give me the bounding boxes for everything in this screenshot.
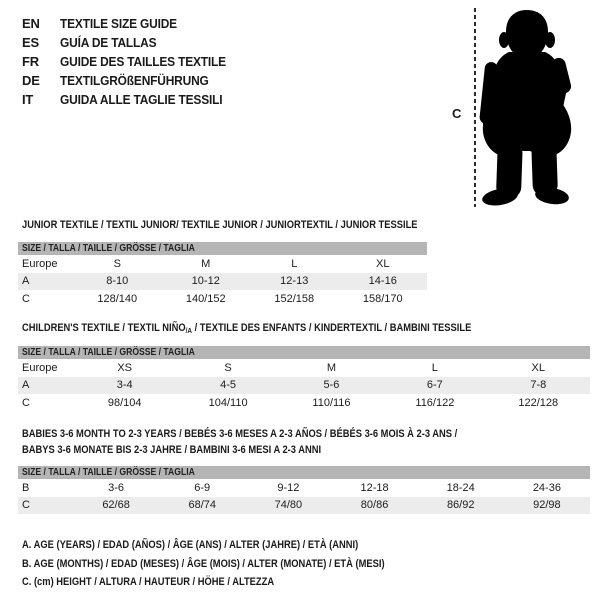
- language-label: GUÍA DE TALLAS: [60, 35, 157, 50]
- babies-title-line1: BABIES 3-6 MONTH TO 2-3 YEARS / BEBÉS 3-6 MESES A 2-3 AÑOS / BÉBÉS 3-6 MOIS À 2-3 ANS /: [22, 428, 458, 440]
- language-label: TEXTILE SIZE GUIDE: [60, 16, 177, 31]
- footnote-b-text: B. AGE (MONTHS) / EDAD (MESES) / ÂGE (MOIS) / ALTER (MONATE) / ETÀ (MESI): [22, 557, 385, 570]
- size-cell: 6-9: [194, 481, 211, 494]
- size-cell: 4-5: [176, 377, 279, 395]
- size-cell: 9-12: [277, 481, 300, 494]
- size-cell: 5-6: [280, 377, 383, 395]
- language-code: EN: [22, 16, 40, 31]
- row-label-cell: B: [22, 481, 30, 494]
- table-row: [18, 479, 590, 497]
- footnote-a: [22, 536, 449, 555]
- size-cell: 8-10: [73, 273, 162, 291]
- footnote-b: [22, 555, 449, 574]
- language-row: [22, 14, 240, 33]
- language-label: TEXTILGRÖßENFÜHRUNG: [60, 73, 209, 88]
- table-row: [18, 497, 590, 515]
- children-title-prefix: CHILDREN'S TEXTILE / TEXTIL NIÑO: [22, 322, 186, 334]
- size-cell: 92/98: [504, 497, 590, 515]
- size-cell: 110/116: [312, 396, 351, 409]
- table-row: [18, 394, 590, 412]
- row-label-cell: C: [22, 292, 30, 305]
- size-cell: 68/74: [159, 497, 245, 515]
- children-size-table: [18, 346, 590, 412]
- footnotes: [22, 536, 449, 592]
- row-label-cell: Europe: [22, 361, 58, 374]
- size-cell: 116/122: [415, 396, 455, 409]
- table-row: [18, 377, 590, 395]
- size-cell: XL: [531, 361, 546, 374]
- size-header-text: SIZE / TALLA / TAILLE / GRÖSSE / TAGLIA: [22, 242, 195, 254]
- footnote-c: [22, 573, 449, 592]
- size-cell: L: [291, 257, 298, 270]
- size-cell: 62/68: [73, 497, 159, 515]
- junior-table: [18, 255, 427, 308]
- size-cell: 6-7: [383, 377, 486, 395]
- size-cell: 80/86: [331, 497, 417, 515]
- junior-table-title: [22, 217, 487, 233]
- language-row: [22, 90, 240, 109]
- children-table-title: [22, 320, 551, 339]
- size-cell: M: [201, 257, 211, 270]
- language-code: ES: [22, 35, 39, 50]
- size-cell: 3-6: [108, 481, 125, 494]
- size-cell: 128/140: [97, 292, 138, 305]
- size-cell: L: [431, 361, 438, 374]
- table-row: [18, 290, 427, 308]
- babies-table: [18, 479, 590, 514]
- size-cell: 18-24: [446, 481, 475, 494]
- size-cell: M: [326, 361, 337, 374]
- table-row: [18, 273, 427, 291]
- size-cell: 12-18: [360, 481, 389, 494]
- size-cell: S: [113, 257, 121, 270]
- size-cell: 152/158: [274, 292, 315, 305]
- language-code: IT: [22, 92, 34, 107]
- size-cell: 14-16: [339, 273, 428, 291]
- size-cell: 158/170: [362, 292, 403, 305]
- size-header-text: SIZE / TALLA / TAILLE / GRÖSSE / TAGLIA: [22, 466, 195, 478]
- row-label-cell: Europe: [22, 257, 58, 270]
- size-header-bar: [18, 346, 590, 359]
- language-row: [22, 71, 240, 90]
- size-header-bar: [18, 466, 590, 479]
- size-cell: S: [224, 361, 232, 374]
- size-header-bar: [18, 242, 427, 255]
- size-cell: 12-13: [250, 273, 339, 291]
- row-label-cell: C: [22, 396, 30, 409]
- junior-size-table: [18, 242, 427, 308]
- size-cell: 104/110: [208, 396, 248, 409]
- babies-table-title: [22, 426, 534, 458]
- children-title-suffix: / TEXTILE DES ENFANTS / KINDERTEXTIL / BAMBINI TESSILE: [191, 322, 472, 334]
- row-label-cell: C: [18, 497, 73, 515]
- language-list: [22, 14, 240, 109]
- language-row: [22, 33, 240, 52]
- language-code: DE: [22, 73, 40, 88]
- table-row: [18, 255, 427, 273]
- row-label-cell: A: [18, 273, 73, 291]
- language-row: [22, 52, 240, 71]
- size-cell: XL: [376, 257, 390, 270]
- footnote-a-text: A. AGE (YEARS) / EDAD (AÑOS) / ÂGE (ANS) / ALTER (JAHRE) / ETÀ (ANNI): [22, 539, 359, 552]
- row-label-cell: A: [18, 377, 73, 395]
- junior-table-title-text: JUNIOR TEXTILE / TEXTIL JUNIOR/ TEXTILE JUNIOR / JUNIORTEXTIL / JUNIOR TESSILE: [22, 219, 418, 231]
- size-cell: XS: [117, 361, 133, 374]
- size-cell: 10-12: [162, 273, 251, 291]
- babies-size-table: [18, 466, 590, 514]
- toddler-silhouette: [479, 6, 575, 208]
- size-cell: 98/104: [107, 396, 142, 409]
- babies-title-line2: BABYS 3-6 MONATE BIS 2-3 JAHRE / BAMBINI 3-6 MESI A 2-3 ANNI: [22, 444, 322, 456]
- size-cell: 24-36: [532, 481, 561, 494]
- children-table-title-text: [22, 320, 471, 339]
- size-cell: 86/92: [418, 497, 504, 515]
- size-cell: 3-4: [73, 377, 176, 395]
- size-cell: 7-8: [487, 377, 590, 395]
- height-marker-label: C: [452, 106, 462, 121]
- language-label: GUIDA ALLE TAGLIE TESSILI: [60, 92, 223, 107]
- table-row: [18, 359, 590, 377]
- children-table: [18, 359, 590, 412]
- footnote-c-text: C. (cm) HEIGHT / ALTURA / HAUTEUR / HÖHE / ALTEZZA: [22, 576, 275, 589]
- height-marker-line: [474, 8, 476, 207]
- size-cell: 122/128: [518, 396, 559, 409]
- size-header-text: SIZE / TALLA / TAILLE / GRÖSSE / TAGLIA: [22, 346, 195, 358]
- language-label: GUIDE DES TAILLES TEXTILE: [60, 54, 226, 69]
- children-title-sub: /A: [185, 326, 192, 335]
- size-cell: 74/80: [245, 497, 331, 515]
- size-cell: 140/152: [185, 292, 226, 305]
- language-code: FR: [22, 54, 39, 69]
